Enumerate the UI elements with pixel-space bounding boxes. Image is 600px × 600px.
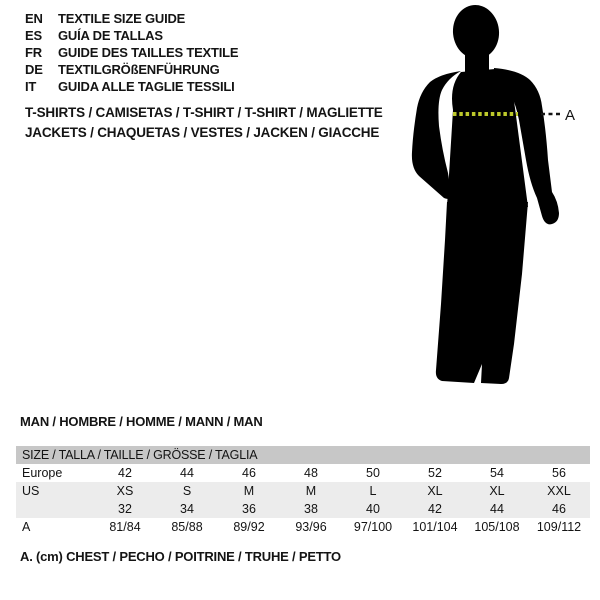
size-cell: 48 bbox=[304, 466, 318, 480]
category-lines bbox=[25, 103, 383, 142]
language-code: FR bbox=[25, 45, 42, 60]
table-header: SIZE / TALLA / TAILLE / GRÖSSE / TAGLIA bbox=[16, 446, 590, 464]
size-cell: 54 bbox=[490, 466, 504, 480]
table-row-numeric bbox=[16, 500, 590, 518]
row-label bbox=[16, 500, 94, 518]
measure-label-a: A bbox=[565, 107, 576, 124]
size-cell: 56 bbox=[552, 466, 566, 480]
row-label: A bbox=[22, 520, 31, 534]
size-cell: L bbox=[342, 482, 404, 500]
size-cell: XS bbox=[94, 482, 156, 500]
size-cell: XXL bbox=[528, 482, 590, 500]
size-cell: XL bbox=[404, 482, 466, 500]
language-code: ES bbox=[25, 28, 42, 43]
language-label: TEXTILE SIZE GUIDE bbox=[58, 11, 186, 26]
size-cell: 109/112 bbox=[536, 520, 582, 534]
row-label: Europe bbox=[22, 466, 63, 480]
size-cell: 42 bbox=[118, 466, 132, 480]
size-cell: 40 bbox=[342, 500, 404, 518]
table-row-us bbox=[16, 482, 590, 500]
size-cell: 44 bbox=[466, 500, 528, 518]
size-cell: 81/84 bbox=[109, 520, 141, 534]
man-silhouette bbox=[412, 3, 559, 384]
man-silhouette-figure bbox=[395, 2, 590, 397]
size-cell: 93/96 bbox=[295, 520, 327, 534]
language-label: GUÍA DE TALLAS bbox=[58, 28, 163, 43]
language-list bbox=[25, 10, 238, 95]
size-table bbox=[16, 446, 590, 536]
chest-footnote: A. (cm) CHEST / PECHO / POITRINE / TRUHE / PETTO bbox=[20, 549, 341, 564]
table-header-row bbox=[16, 446, 590, 464]
size-cell: 89/92 bbox=[233, 520, 265, 534]
size-cell: 50 bbox=[366, 466, 380, 480]
size-cell: 105/108 bbox=[474, 520, 520, 534]
language-row bbox=[25, 78, 238, 95]
category-tshirts: T-SHIRTS / CAMISETAS / T-SHIRT / T-SHIRT / MAGLIETTE bbox=[25, 105, 383, 120]
language-code: EN bbox=[25, 11, 43, 26]
size-cell: 46 bbox=[242, 466, 256, 480]
size-cell: M bbox=[218, 482, 280, 500]
category-jackets: JACKETS / CHAQUETAS / VESTES / JACKEN / GIACCHE bbox=[25, 124, 380, 140]
size-cell: 46 bbox=[528, 500, 590, 518]
language-row bbox=[25, 61, 238, 78]
section-title-man: MAN / HOMBRE / HOMME / MANN / MAN bbox=[20, 414, 263, 429]
language-label: TEXTILGRÖßENFÜHRUNG bbox=[58, 62, 220, 77]
language-row bbox=[25, 10, 238, 27]
size-cell: 52 bbox=[428, 466, 442, 480]
language-code: DE bbox=[25, 62, 43, 77]
size-cell: 44 bbox=[180, 466, 194, 480]
size-cell: XL bbox=[466, 482, 528, 500]
size-cell: 36 bbox=[218, 500, 280, 518]
size-cell: S bbox=[156, 482, 218, 500]
language-row bbox=[25, 27, 238, 44]
language-label: GUIDA ALLE TAGLIE TESSILI bbox=[58, 79, 235, 94]
size-cell: 101/104 bbox=[412, 520, 458, 534]
table-row-chest bbox=[16, 518, 590, 536]
language-label: GUIDE DES TAILLES TEXTILE bbox=[58, 45, 239, 60]
size-cell: 85/88 bbox=[171, 520, 203, 534]
row-label: US bbox=[16, 482, 94, 500]
table-row-europe bbox=[16, 464, 590, 482]
language-row bbox=[25, 44, 238, 61]
size-cell: 42 bbox=[404, 500, 466, 518]
language-code: IT bbox=[25, 79, 37, 94]
silhouette-legs bbox=[436, 202, 528, 384]
size-cell: 97/100 bbox=[353, 520, 393, 534]
size-cell: 32 bbox=[94, 500, 156, 518]
size-cell: 38 bbox=[280, 500, 342, 518]
size-cell: 34 bbox=[156, 500, 218, 518]
size-cell: M bbox=[280, 482, 342, 500]
